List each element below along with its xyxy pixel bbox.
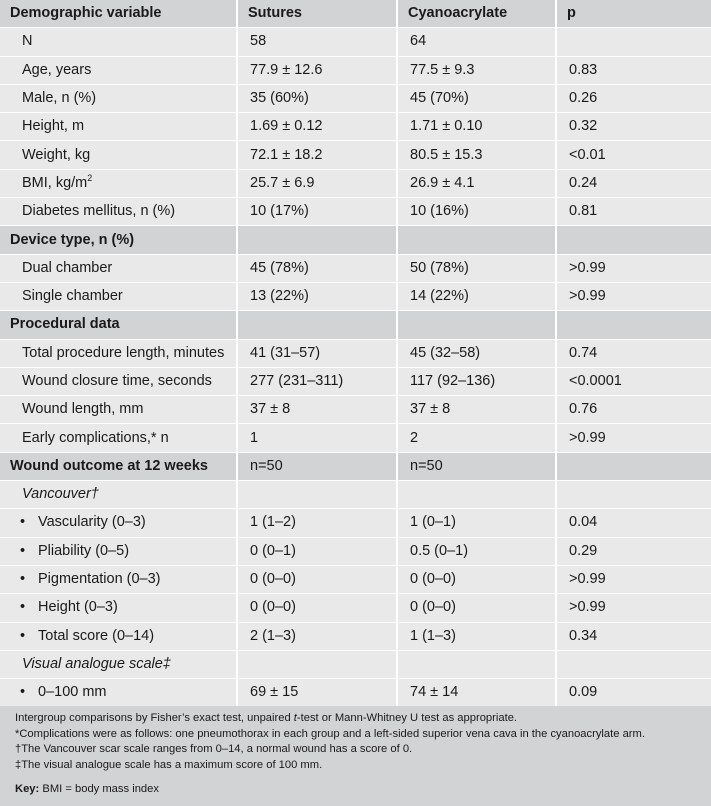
table-cell: 14 (22%) [398, 283, 557, 311]
row-label-cell: Wound outcome at 12 weeks [0, 453, 238, 481]
table-row [0, 368, 711, 396]
row-label-cell [0, 170, 238, 198]
row-label-cell [0, 566, 238, 594]
table-cell: 0 (0–0) [398, 594, 557, 622]
table-cell: >0.99 [557, 566, 711, 594]
table-cell: 277 (231–311) [238, 368, 398, 396]
table-footnotes [0, 706, 711, 806]
table-cell: 35 (60%) [238, 85, 398, 113]
table-cell [398, 481, 557, 509]
section-row [0, 226, 711, 254]
table-cell: 13 (22%) [238, 283, 398, 311]
bullet-icon: • [20, 571, 26, 588]
row-label-cell [0, 594, 238, 622]
table-cell [557, 453, 711, 481]
table-cell: 0 (0–0) [398, 566, 557, 594]
table-cell: 69 ± 15 [238, 679, 398, 707]
table-cell: 0.74 [557, 340, 711, 368]
cell-text: 0–100 mm [38, 684, 107, 701]
table-cell: 0.29 [557, 538, 711, 566]
table-cell: 0.76 [557, 396, 711, 424]
table-row [0, 396, 711, 424]
row-label-cell: Procedural data [0, 311, 238, 339]
section-row [0, 453, 711, 481]
table-cell [398, 311, 557, 339]
bullet-row [0, 594, 711, 622]
row-label-cell: Early complications,* n [0, 424, 238, 452]
table-cell: 0.24 [557, 170, 711, 198]
table-cell: 0 (0–0) [238, 594, 398, 622]
table-cell [398, 226, 557, 254]
table-cell: 72.1 ± 18.2 [238, 141, 398, 169]
bullet-row [0, 679, 711, 707]
table-cell: 10 (16%) [398, 198, 557, 226]
table-cell: 0 (0–1) [238, 538, 398, 566]
table-row [0, 283, 711, 311]
table-cell [557, 226, 711, 254]
table-cell: 117 (92–136) [398, 368, 557, 396]
bullet-icon: • [20, 684, 26, 701]
table-cell [557, 28, 711, 56]
table-cell: 77.9 ± 12.6 [238, 57, 398, 85]
row-label-cell: Wound length, mm [0, 396, 238, 424]
bullet-icon: • [20, 514, 26, 531]
footnote-stats: Intergroup comparisons by Fisher’s exact test, unpaired t-test or Mann-Whitney U test as appropriate. [15, 712, 518, 724]
header-cell: Cyanoacrylate [398, 0, 557, 28]
bullet-row [0, 538, 711, 566]
table-cell: 58 [238, 28, 398, 56]
bullet-icon: • [20, 542, 26, 559]
table-cell: >0.99 [557, 594, 711, 622]
table-cell: 41 (31–57) [238, 340, 398, 368]
bullet-icon: • [20, 599, 26, 616]
table-cell: 0.5 (0–1) [398, 538, 557, 566]
table-cell: 50 (78%) [398, 255, 557, 283]
table-cell: 1.71 ± 0.10 [398, 113, 557, 141]
table-cell: >0.99 [557, 424, 711, 452]
table-cell: 0.83 [557, 57, 711, 85]
table-cell [238, 311, 398, 339]
table-cell: 37 ± 8 [398, 396, 557, 424]
table-cell [238, 226, 398, 254]
table-cell: 64 [398, 28, 557, 56]
footnote-complications: *Complications were as follows: one pneumothorax in each group and a left-sided superior vena cava in the cyanoacrylate arm. [15, 727, 645, 740]
table-cell [238, 481, 398, 509]
cell-text: BMI, kg/m [22, 174, 88, 191]
row-label-cell: N [0, 28, 238, 56]
footnote-vancouver: †The Vancouver scar scale ranges from 0–14, a normal wound has a score of 0. [15, 743, 413, 755]
table-cell [557, 311, 711, 339]
table-row [0, 424, 711, 452]
table-cell [238, 651, 398, 679]
bullet-row [0, 566, 711, 594]
header-cell: Demographic variable [0, 0, 238, 28]
table-cell: 0.34 [557, 623, 711, 651]
row-label-cell: Diabetes mellitus, n (%) [0, 198, 238, 226]
cell-text: Pigmentation (0–3) [38, 571, 161, 588]
table-cell: 0.32 [557, 113, 711, 141]
row-label-cell: Total procedure length, minutes [0, 340, 238, 368]
row-label-cell: Male, n (%) [0, 85, 238, 113]
table-cell: >0.99 [557, 283, 711, 311]
table-cell: 1.69 ± 0.12 [238, 113, 398, 141]
table-cell: 0.81 [557, 198, 711, 226]
table-cell: 0.04 [557, 509, 711, 537]
header-row [0, 0, 711, 28]
table-cell: <0.0001 [557, 368, 711, 396]
table-cell [398, 651, 557, 679]
table-cell: 0 (0–0) [238, 566, 398, 594]
table-row [0, 57, 711, 85]
cell-text: Total score (0–14) [38, 627, 155, 644]
table-row [0, 113, 711, 141]
table-cell: 0.26 [557, 85, 711, 113]
table-cell [557, 481, 711, 509]
table-row [0, 28, 711, 56]
table-cell: 45 (32–58) [398, 340, 557, 368]
cell-text: Pliability (0–5) [38, 542, 130, 559]
section-row [0, 311, 711, 339]
table-cell: 26.9 ± 4.1 [398, 170, 557, 198]
bullet-row [0, 509, 711, 537]
row-label-cell: Wound closure time, seconds [0, 368, 238, 396]
table-cell: 74 ± 14 [398, 679, 557, 707]
table-row [0, 170, 711, 198]
row-label-cell [0, 679, 238, 707]
row-label-cell [0, 538, 238, 566]
table-row [0, 198, 711, 226]
footnote-vas: ‡The visual analogue scale has a maximum score of 100 mm. [15, 758, 323, 771]
row-label-cell: Device type, n (%) [0, 226, 238, 254]
header-cell: Sutures [238, 0, 398, 28]
row-label-cell: Age, years [0, 57, 238, 85]
table-cell: 80.5 ± 15.3 [398, 141, 557, 169]
table-cell: 1 (1–2) [238, 509, 398, 537]
table-row [0, 141, 711, 169]
table-cell [557, 651, 711, 679]
row-label-cell: Height, m [0, 113, 238, 141]
superscript: 2 [87, 173, 93, 184]
header-cell: p [557, 0, 711, 28]
table-cell: <0.01 [557, 141, 711, 169]
table-cell: 2 [398, 424, 557, 452]
table-cell: n=50 [238, 453, 398, 481]
cell-text: Vascularity (0–3) [38, 514, 146, 531]
table-cell: 77.5 ± 9.3 [398, 57, 557, 85]
row-label-cell: Single chamber [0, 283, 238, 311]
row-label-cell: Weight, kg [0, 141, 238, 169]
table-cell: 10 (17%) [238, 198, 398, 226]
cell-text: Height (0–3) [38, 599, 118, 616]
table-cell: 1 [238, 424, 398, 452]
row-label-cell [0, 509, 238, 537]
row-label-cell [0, 623, 238, 651]
table-cell: >0.99 [557, 255, 711, 283]
table-cell: 37 ± 8 [238, 396, 398, 424]
table-row [0, 255, 711, 283]
table-cell: 1 (1–3) [398, 623, 557, 651]
table-row [0, 85, 711, 113]
bullet-row [0, 623, 711, 651]
table-cell: n=50 [398, 453, 557, 481]
bullet-icon: • [20, 627, 26, 644]
subheader-row [0, 651, 711, 679]
subheader-row [0, 481, 711, 509]
footnote-key: Key: BMI = body mass index [15, 783, 159, 795]
table-cell: 1 (0–1) [398, 509, 557, 537]
row-label-cell: Vancouver† [0, 481, 238, 509]
row-label-cell: Dual chamber [0, 255, 238, 283]
table-cell: 45 (78%) [238, 255, 398, 283]
table-cell: 0.09 [557, 679, 711, 707]
row-label-cell: Visual analogue scale‡ [0, 651, 238, 679]
table-cell: 45 (70%) [398, 85, 557, 113]
table-row [0, 340, 711, 368]
table-cell: 2 (1–3) [238, 623, 398, 651]
table-cell: 25.7 ± 6.9 [238, 170, 398, 198]
